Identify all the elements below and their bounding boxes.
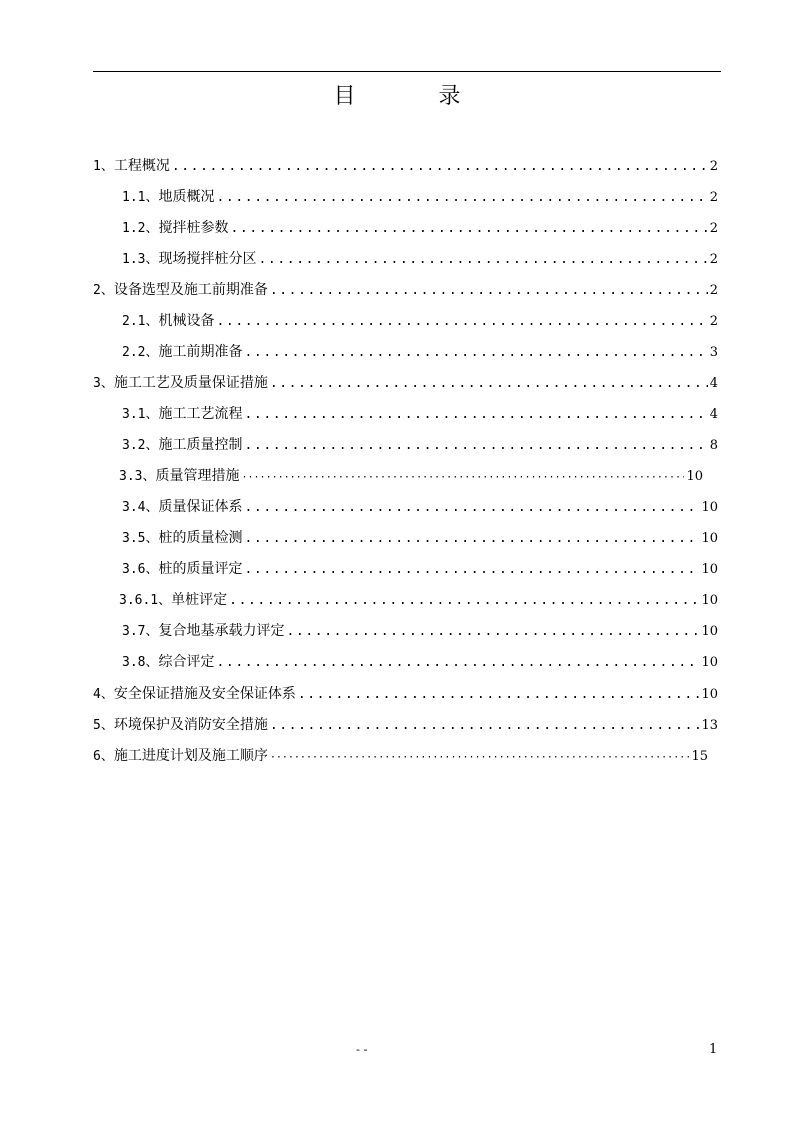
toc-dot-leader xyxy=(172,157,708,177)
toc-entry-number: 3.4、 xyxy=(122,500,159,515)
toc-entry-page: 2 xyxy=(709,252,718,267)
toc-entry-page: 10 xyxy=(701,624,718,639)
toc-entry[interactable] xyxy=(122,497,718,517)
toc-entry-title: 施工工艺及质量保证措施 xyxy=(113,375,268,391)
toc-entry-page: 2 xyxy=(709,190,718,205)
toc-entry-page: 3 xyxy=(709,345,718,360)
toc-entry-title: 现场搅拌桩分区 xyxy=(158,251,257,267)
toc-entry-page: 15 xyxy=(691,749,708,764)
toc-entry[interactable] xyxy=(122,249,718,269)
toc-dot-leader xyxy=(244,405,707,425)
toc-entry[interactable] xyxy=(93,684,718,704)
toc-dot-leader xyxy=(216,188,707,208)
toc-dot-leader xyxy=(244,436,707,456)
toc-dot-leader xyxy=(230,219,707,239)
toc-entry-title: 质量保证体系 xyxy=(158,499,243,515)
toc-entry-page: 10 xyxy=(701,500,718,515)
toc-entry-number: 3、 xyxy=(93,376,114,391)
toc-entry-title: 安全保证措施及安全保证体系 xyxy=(113,686,296,702)
toc-entry-number: 5、 xyxy=(93,718,114,733)
toc-entry[interactable] xyxy=(122,342,718,362)
toc-entry-page: 10 xyxy=(701,593,718,608)
toc-entry-page: 2 xyxy=(709,314,718,329)
toc-entry-number: 1.1、 xyxy=(122,190,159,205)
toc-entry-page: 2 xyxy=(709,283,718,298)
toc-dot-leader xyxy=(244,498,699,518)
toc-entry-page: 2 xyxy=(709,159,718,174)
toc-dot-leader xyxy=(244,560,699,580)
toc-entry-page: 4 xyxy=(709,376,718,391)
toc-dot-leader xyxy=(216,312,707,332)
toc-entry[interactable] xyxy=(93,715,718,735)
toc-entry-number: 6、 xyxy=(93,749,114,764)
footer-page-number: 1 xyxy=(709,1042,718,1057)
toc-entry-title: 桩的质量检测 xyxy=(158,530,243,546)
toc-dot-leader xyxy=(270,716,700,736)
toc-entry-title: 搅拌桩参数 xyxy=(158,220,229,236)
toc-entry[interactable] xyxy=(93,280,718,300)
toc-entry-title: 施工工艺流程 xyxy=(158,406,243,422)
toc-dot-leader xyxy=(244,529,699,549)
toc-dot-leader xyxy=(244,343,707,363)
toc-dot-leader xyxy=(270,748,690,768)
toc-entry-number: 3.8、 xyxy=(122,655,159,670)
toc-entry[interactable] xyxy=(93,746,708,766)
toc-entry-number: 3.2、 xyxy=(122,438,159,453)
toc-entry[interactable] xyxy=(122,187,718,207)
header-rule xyxy=(93,71,721,72)
toc-entry-page: 13 xyxy=(701,718,718,733)
toc-entry-title: 施工进度计划及施工顺序 xyxy=(113,748,268,764)
toc-dot-leader xyxy=(216,653,699,673)
toc-entry[interactable] xyxy=(122,652,718,672)
toc-entry-page: 10 xyxy=(701,655,718,670)
toc-dot-leader xyxy=(270,281,708,301)
toc-entry[interactable] xyxy=(122,311,718,331)
toc-entry-number: 2.1、 xyxy=(122,314,159,329)
toc-entry[interactable] xyxy=(119,590,718,610)
toc-entry-number: 1、 xyxy=(93,159,114,174)
page-title: 目 录 xyxy=(333,84,499,109)
toc-entry[interactable] xyxy=(122,218,718,238)
toc-entry-page: 10 xyxy=(686,469,703,484)
toc-entry[interactable] xyxy=(93,156,718,176)
toc-dot-leader xyxy=(241,468,684,488)
toc-entry-title: 质量管理措施 xyxy=(155,468,240,484)
toc-entry-number: 1.3、 xyxy=(122,252,159,267)
toc-entry-number: 3.6.1、 xyxy=(119,593,172,608)
toc-entry-number: 2、 xyxy=(93,283,114,298)
toc-entry-number: 3.3、 xyxy=(119,469,156,484)
toc-entry[interactable] xyxy=(122,621,718,641)
toc-entry-page: 10 xyxy=(701,531,718,546)
toc-entry-title: 地质概况 xyxy=(158,189,215,205)
toc-entry-number: 3.6、 xyxy=(122,562,159,577)
toc-entry-number: 3.5、 xyxy=(122,531,159,546)
toc-entry-page: 2 xyxy=(709,221,718,236)
toc-entry-title: 综合评定 xyxy=(158,654,215,670)
toc-entry[interactable] xyxy=(93,373,718,393)
toc-entry[interactable] xyxy=(122,404,718,424)
toc-entry-page: 10 xyxy=(701,687,718,702)
toc-entry-title: 复合地基承载力评定 xyxy=(158,623,285,639)
footer-dashes: - - xyxy=(356,1043,368,1056)
toc-dot-leader xyxy=(286,622,699,642)
toc-entry[interactable] xyxy=(119,466,703,486)
toc-entry-title: 环境保护及消防安全措施 xyxy=(113,717,268,733)
toc-entry-number: 4、 xyxy=(93,687,114,702)
toc-entry-title: 施工质量控制 xyxy=(158,437,243,453)
toc-entry-title: 单桩评定 xyxy=(171,592,228,608)
toc-entry-number: 1.2、 xyxy=(122,221,159,236)
toc-entry-title: 设备选型及施工前期准备 xyxy=(113,282,268,298)
toc-dot-leader xyxy=(298,685,700,705)
toc-entry-title: 桩的质量评定 xyxy=(158,561,243,577)
toc-dot-leader xyxy=(258,250,707,270)
toc-entry-number: 2.2、 xyxy=(122,345,159,360)
toc-entry[interactable] xyxy=(122,435,718,455)
toc-entry[interactable] xyxy=(122,559,718,579)
toc-entry-page: 10 xyxy=(701,562,718,577)
toc-entry-title: 施工前期准备 xyxy=(158,344,243,360)
toc-entry-page: 8 xyxy=(709,438,718,453)
toc-entry-number: 3.1、 xyxy=(122,407,159,422)
toc-entry[interactable] xyxy=(122,528,718,548)
toc-entry-number: 3.7、 xyxy=(122,624,159,639)
toc-dot-leader xyxy=(229,591,699,611)
toc-dot-leader xyxy=(270,374,708,394)
toc-entry-title: 工程概况 xyxy=(113,158,170,174)
toc-entry-title: 机械设备 xyxy=(158,313,215,329)
toc-entry-page: 4 xyxy=(709,407,718,422)
